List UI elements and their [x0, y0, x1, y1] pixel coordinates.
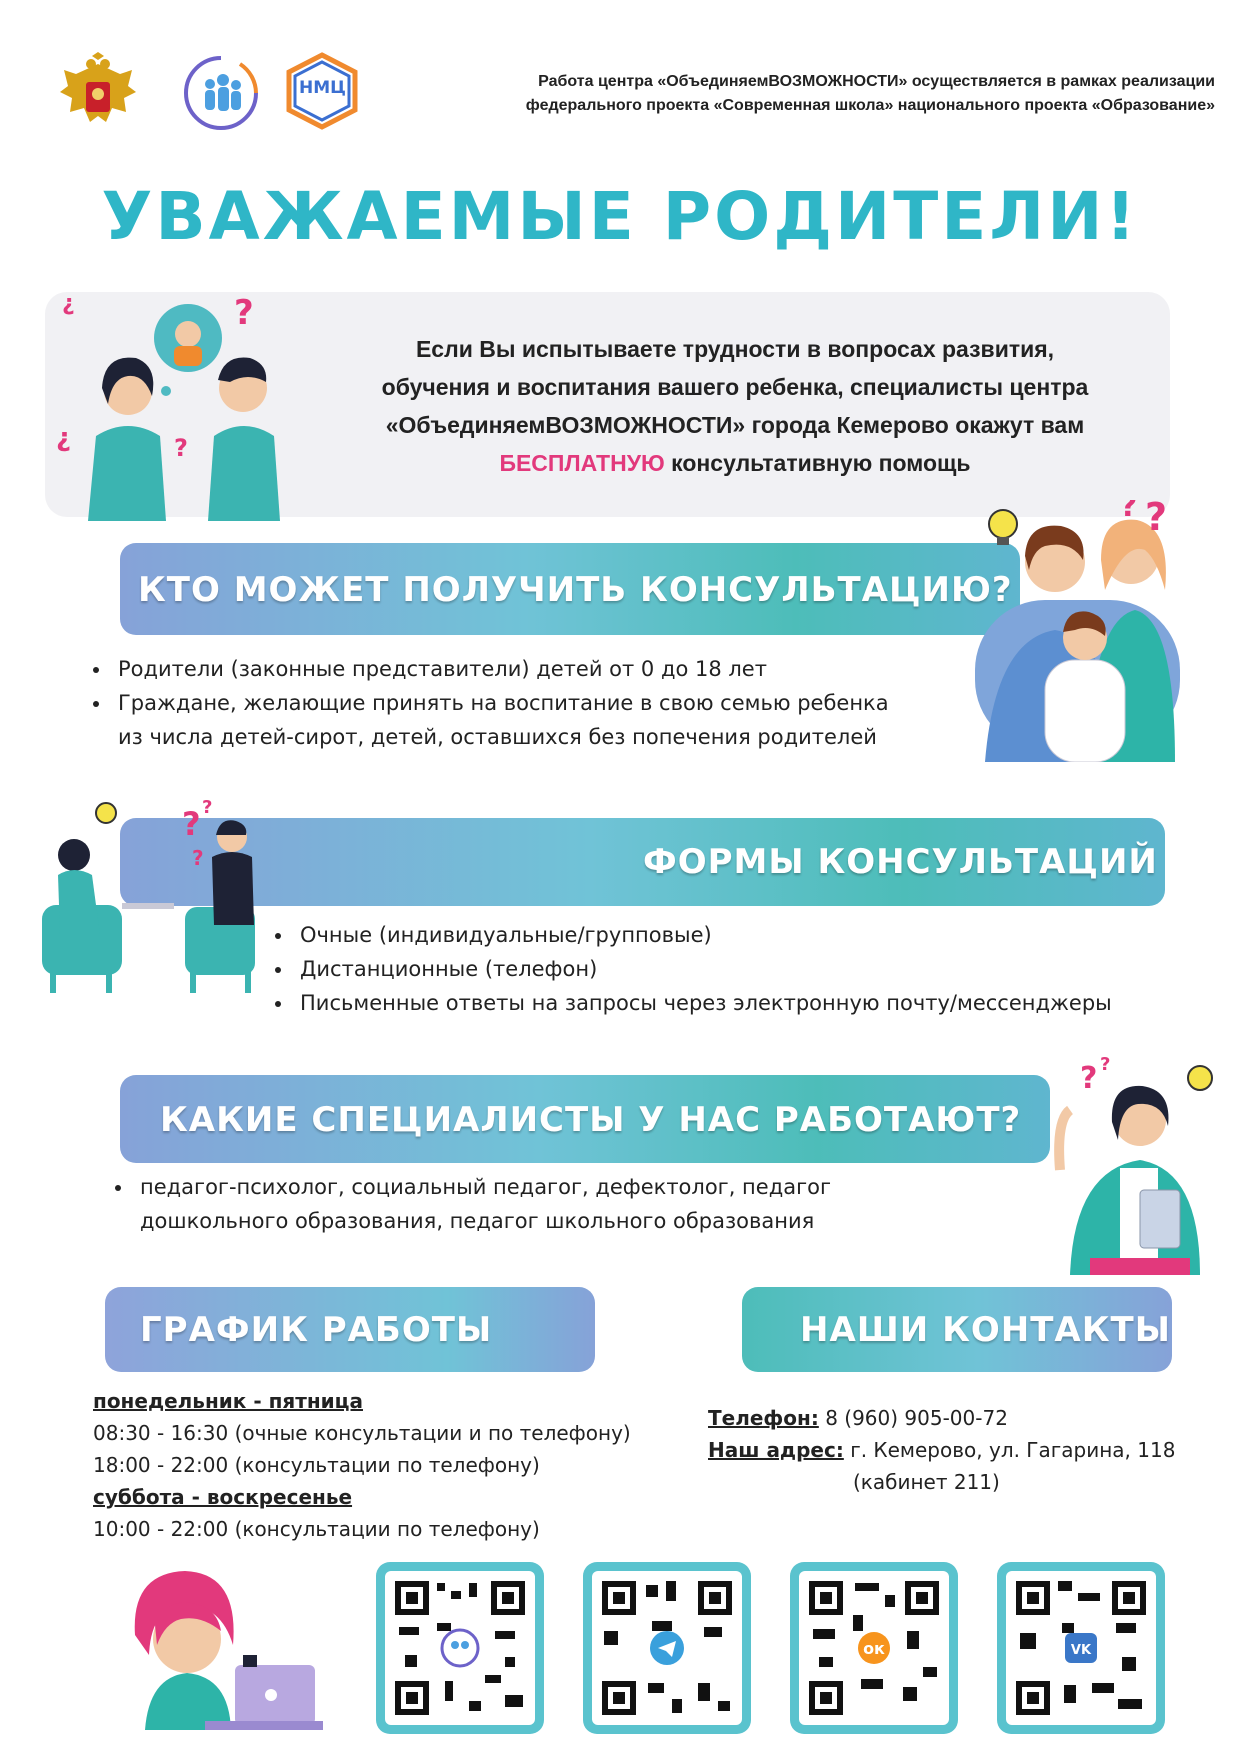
- schedule-row-2: 18:00 - 22:00 (консультации по телефону): [93, 1453, 540, 1477]
- svg-text:?: ?: [1100, 1054, 1111, 1075]
- phone-number[interactable]: 8 (960) 905-00-72: [825, 1406, 1008, 1430]
- svg-text:?: ?: [1080, 1061, 1098, 1096]
- ministry-emblem: [58, 52, 138, 142]
- contacts-title: НАШИ КОНТАКТЫ: [800, 1310, 1171, 1350]
- ok-badge-text: ок: [863, 1639, 885, 1658]
- contacts-address-row: [708, 1434, 1175, 1466]
- forms-item-written: • Письменные ответы на запросы через электронную почту/мессенджеры: [294, 986, 1224, 1020]
- free-highlight: БЕСПЛАТНУЮ: [499, 450, 665, 476]
- svg-text:?: ?: [234, 296, 254, 333]
- svg-text:?: ?: [1145, 500, 1168, 539]
- page-title: УВАЖАЕМЫЕ РОДИТЕЛИ!: [101, 178, 1139, 255]
- schedule-row-3: 10:00 - 22:00 (консультации по телефону): [93, 1517, 540, 1541]
- specialists-title: КАКИЕ СПЕЦИАЛИСТЫ У НАС РАБОТАЮТ?: [160, 1100, 1022, 1140]
- forms-title: ФОРМЫ КОНСУЛЬТАЦИЙ: [643, 842, 1158, 882]
- specialists-line-2: дошкольного образования, педагог школьного образования: [140, 1209, 815, 1233]
- intro-line-4: [300, 444, 1170, 482]
- schedule-weekdays: понедельник - пятница: [93, 1389, 363, 1413]
- contacts-phone-row: [708, 1402, 1175, 1434]
- svg-text:¿: ¿: [62, 296, 75, 316]
- specialists-list: [112, 1170, 1034, 1238]
- qr-pattern-vk: [1006, 1571, 1156, 1725]
- who-item-citizens-line-2: из числа детей-сирот, детей, оставшихся без попечения родителей: [118, 725, 877, 749]
- specialist-illustration: [1050, 1050, 1220, 1275]
- operator-illustration: [125, 1565, 325, 1730]
- family-illustration: [975, 500, 1210, 762]
- nmc-logo-text: НМЦ: [299, 78, 346, 98]
- intro-line-2: обучения и воспитания вашего ребенка, специалисты центра: [381, 374, 1089, 400]
- qr-pattern-site: [385, 1571, 535, 1725]
- svg-text:?: ?: [1120, 500, 1138, 524]
- qr-code-odnoklassniki[interactable]: [790, 1562, 958, 1734]
- intro-line-1: Если Вы испытываете трудности в вопросах развития,: [415, 336, 1055, 362]
- consultation-illustration: [40, 795, 280, 995]
- schedule-title: ГРАФИК РАБОТЫ: [140, 1310, 493, 1350]
- qr-pattern-odnoklassniki: [799, 1571, 949, 1725]
- qr-code-telegram[interactable]: [583, 1562, 751, 1734]
- header-note: [395, 70, 1215, 118]
- address-room: (кабинет 211): [853, 1470, 1000, 1494]
- vk-badge-text: VK: [1070, 1643, 1092, 1658]
- who-list: [90, 652, 992, 754]
- intro-line-4-rest: консультативную помощь: [664, 450, 971, 476]
- intro-text: [300, 330, 1170, 482]
- address-value: г. Кемерово, ул. Гагарина, 118: [850, 1438, 1176, 1462]
- who-item-citizens: [112, 686, 992, 754]
- qr-code-vk[interactable]: [997, 1562, 1165, 1734]
- svg-text:?: ?: [182, 805, 201, 843]
- svg-text:?: ?: [174, 434, 188, 462]
- confused-parents-illustration: [48, 296, 308, 521]
- address-label: Наш адрес:: [708, 1438, 844, 1462]
- schedule-weekend: суббота - воскресенье: [93, 1485, 353, 1509]
- center-logo: [180, 52, 262, 134]
- schedule-row-1: 08:30 - 16:30 (очные консультации и по телефону): [93, 1421, 631, 1445]
- header-line-2: федерального проекта «Современная школа» национального проекта «Образование»: [525, 97, 1215, 114]
- schedule-details: [93, 1385, 631, 1545]
- phone-label: Телефон:: [708, 1406, 819, 1430]
- who-title: КТО МОЖЕТ ПОЛУЧИТЬ КОНСУЛЬТАЦИЮ?: [138, 570, 1013, 610]
- svg-text:?: ?: [192, 846, 204, 870]
- qr-pattern-telegram: [592, 1571, 742, 1725]
- svg-text:¿: ¿: [56, 423, 72, 453]
- header-line-1: Работа центра «ОбъединяемВОЗМОЖНОСТИ» осуществляется в рамках реализации: [538, 73, 1215, 90]
- qr-code-site[interactable]: [376, 1562, 544, 1734]
- who-item-citizens-line-1: Граждане, желающие принять на воспитание в свою семью ребенка: [118, 691, 889, 715]
- svg-text:?: ?: [202, 797, 213, 818]
- contacts-details: [708, 1402, 1175, 1498]
- specialists-line-1: педагог-психолог, социальный педагог, дефектолог, педагог: [140, 1175, 832, 1199]
- nmc-logo: [285, 52, 360, 130]
- forms-item-remote: • Дистанционные (телефон): [294, 952, 1224, 986]
- specialists-item: [134, 1170, 1034, 1238]
- who-item-parents: • Родители (законные представители) детей от 0 до 18 лет: [112, 652, 992, 686]
- forms-list: [272, 918, 1224, 1020]
- forms-item-in-person: • Очные (индивидуальные/групповые): [294, 918, 1224, 952]
- intro-line-3: «ОбъединяемВОЗМОЖНОСТИ» города Кемерово окажут вам: [385, 412, 1085, 438]
